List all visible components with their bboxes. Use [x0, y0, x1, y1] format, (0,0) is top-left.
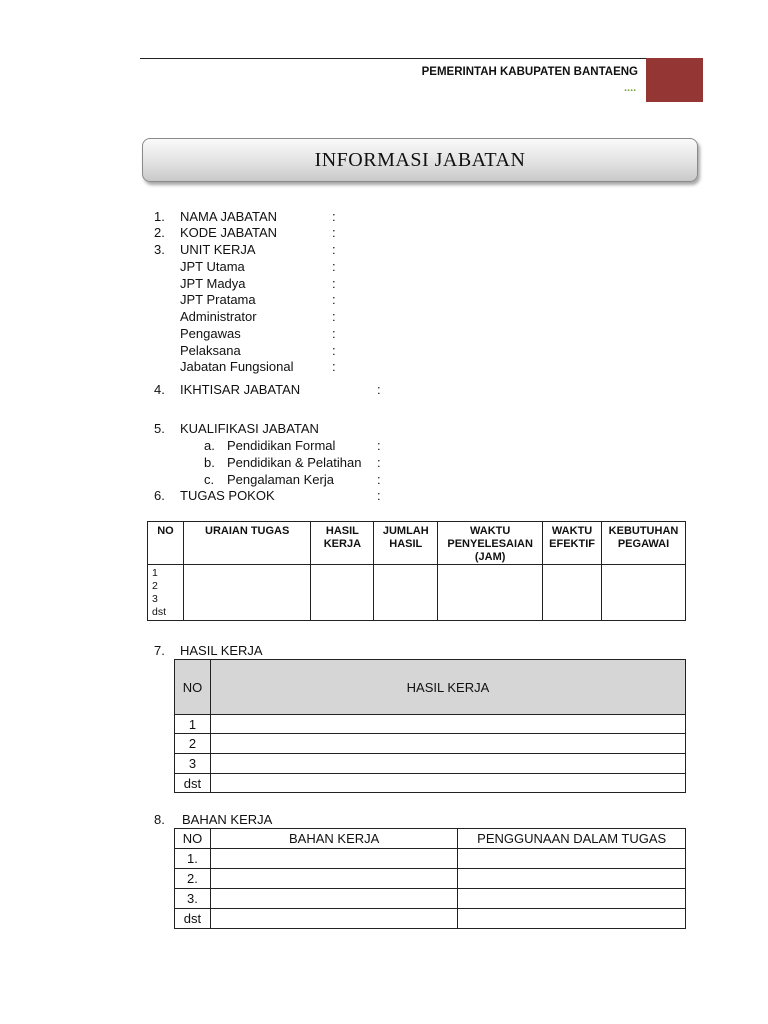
table-cell[interactable]: [374, 565, 438, 621]
table-cell[interactable]: [458, 889, 686, 909]
table-cell[interactable]: [210, 889, 457, 909]
column-header: JUMLAH HASIL: [374, 522, 438, 565]
table-row: 3.: [175, 889, 686, 909]
table-row: 2.: [175, 869, 686, 889]
bahan-kerja-table: [174, 828, 686, 929]
header-accent-block: [646, 58, 703, 102]
table-cell[interactable]: [210, 774, 685, 793]
document-title-box: [142, 138, 698, 182]
header-dots: ....: [624, 82, 637, 94]
table-header-row: [148, 522, 686, 565]
table-row: dst: [175, 909, 686, 929]
column-header: URAIAN TUGAS: [183, 522, 311, 565]
table-cell[interactable]: [183, 565, 311, 621]
hasil-kerja-table: [174, 659, 686, 793]
table-cell[interactable]: [438, 565, 543, 621]
table-row: 3: [175, 754, 686, 774]
header-rule: [140, 58, 646, 59]
header-title: PEMERINTAH KABUPATEN BANTAENG: [421, 66, 638, 78]
column-header: NO: [175, 660, 211, 715]
table-cell[interactable]: [210, 849, 457, 869]
table-cell[interactable]: [210, 715, 685, 734]
document-title: INFORMASI JABATAN: [314, 148, 526, 171]
column-header: NO: [175, 829, 211, 849]
table-cell[interactable]: [210, 734, 685, 754]
table-row: dst: [175, 774, 686, 793]
table-cell[interactable]: [602, 565, 686, 621]
table-row: 1.: [175, 849, 686, 869]
table-cell[interactable]: [458, 869, 686, 889]
table-header-row: [175, 660, 686, 715]
column-header: KEBUTUHAN PEGAWAI: [602, 522, 686, 565]
column-header: BAHAN KERJA: [210, 829, 457, 849]
table-cell[interactable]: [311, 565, 374, 621]
table-header-row: [175, 829, 686, 849]
column-header: WAKTU EFEKTIF: [543, 522, 602, 565]
column-header: WAKTU PENYELESAIAN (JAM): [438, 522, 543, 565]
table-row: 1: [175, 715, 686, 734]
table-row: 2: [175, 734, 686, 754]
tugas-pokok-table: [147, 521, 686, 621]
column-header: HASIL KERJA: [311, 522, 374, 565]
table-cell[interactable]: [458, 849, 686, 869]
column-header: PENGGUNAAN DALAM TUGAS: [458, 829, 686, 849]
table-cell[interactable]: [210, 869, 457, 889]
table-cell[interactable]: [458, 909, 686, 929]
table-cell[interactable]: [210, 909, 457, 929]
table-cell[interactable]: [543, 565, 602, 621]
row-numbers-cell: 1 2 3 dst: [148, 565, 184, 621]
table-row: [148, 565, 686, 621]
column-header: HASIL KERJA: [210, 660, 685, 715]
table-cell[interactable]: [210, 754, 685, 774]
column-header: NO: [148, 522, 184, 565]
